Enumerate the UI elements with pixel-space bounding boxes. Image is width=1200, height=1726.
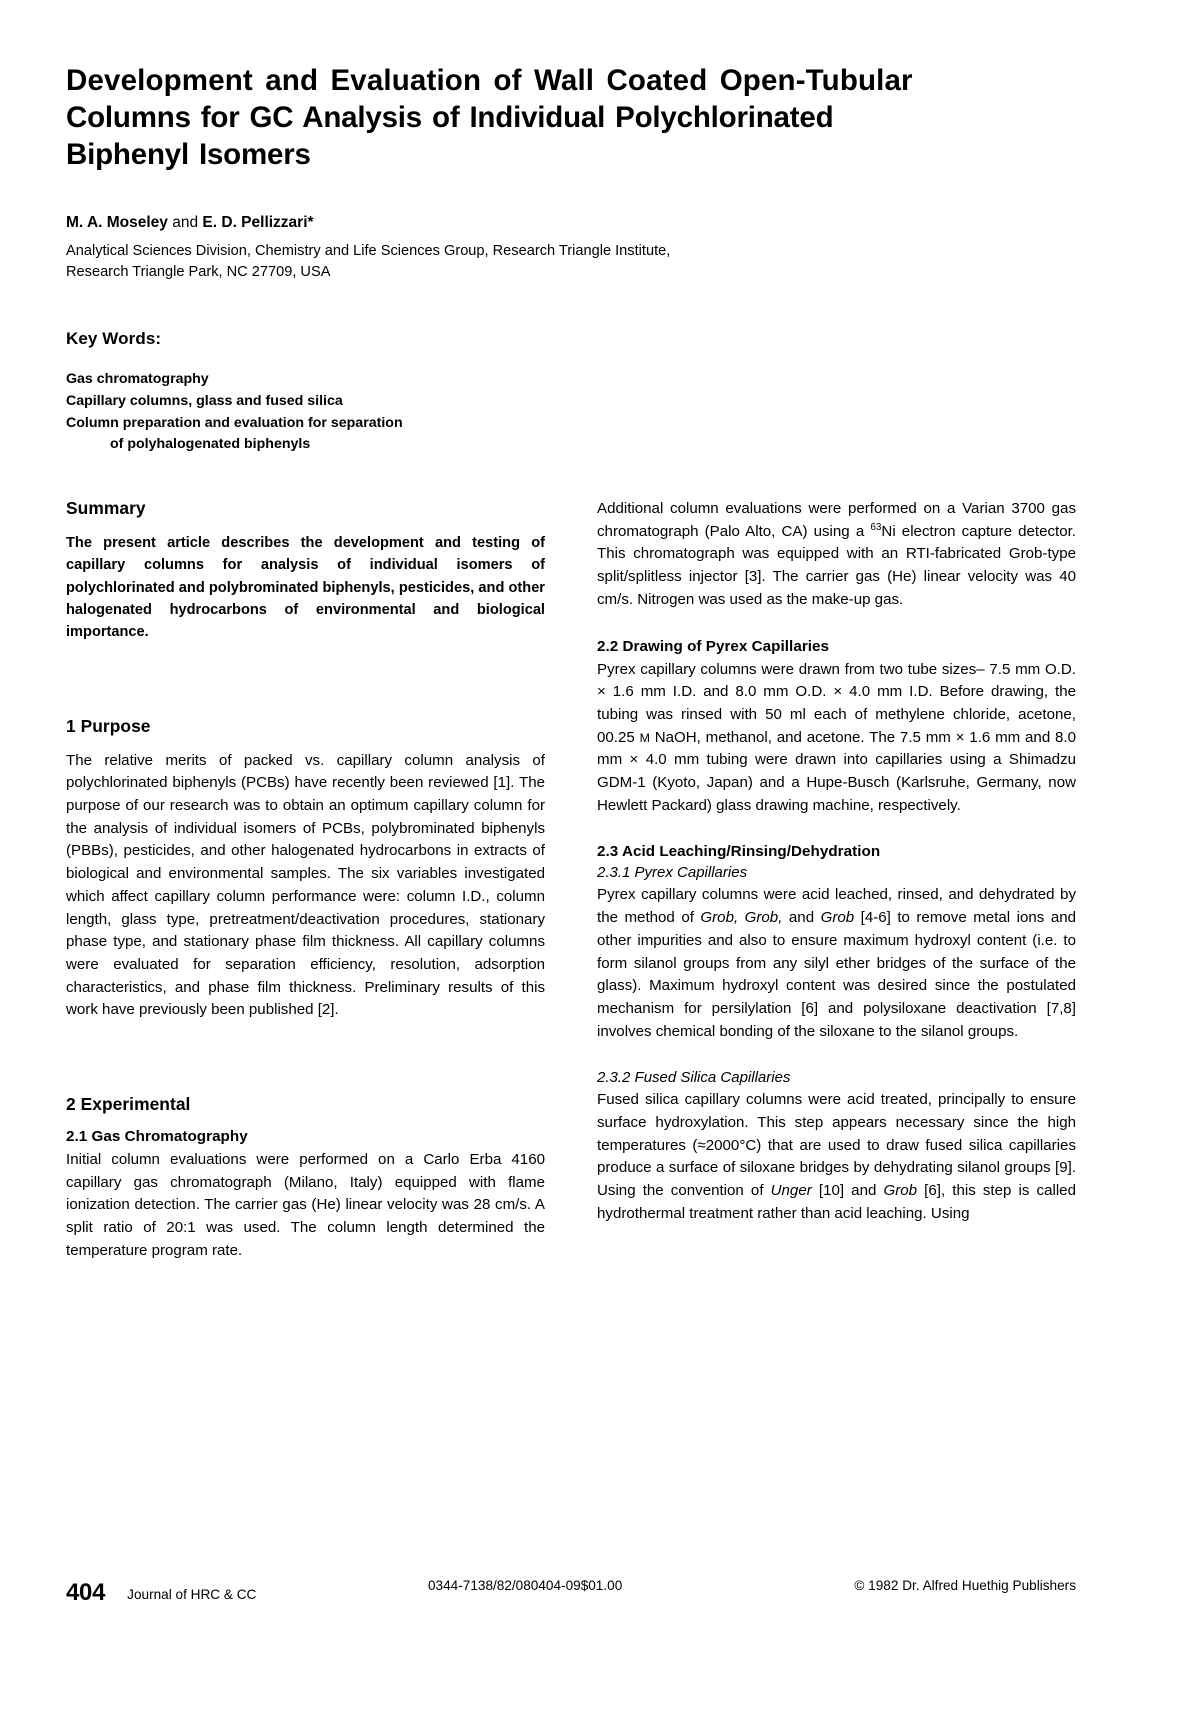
isotope-element: Ni [881,522,896,540]
citation-author-grob: Grob [820,909,855,927]
purpose-heading: 1 Purpose [66,715,151,736]
pyrex-heading: 2.2 Drawing of Pyrex Capillaries [597,637,830,655]
fused-silica-heading: 2.3.2 Fused Silica Capillaries [597,1069,791,1087]
pyrex-part-1: Pyrex capillary columns were drawn from two tube sizes– 7.5 mm O.D. [597,660,1076,678]
author-name-1: M. A. Moseley [66,214,168,232]
citation-author-grob: Grob [883,1182,918,1200]
times-sign-icon: × [955,728,965,746]
title-line-1: Development and Evaluation of Wall Coated Open-Tubular [66,64,913,97]
pyrex-capillaries-heading: 2.3.1 Pyrex Capillaries [597,864,748,882]
left-column [66,498,545,1263]
body-columns [66,498,1076,1263]
pyrex-cap-mid: and [782,909,821,927]
title-line-3: Biphenyl Isomers [66,138,311,172]
author-conjunction: and [167,214,203,232]
gas-chromatography-text-left: Initial column evaluations were performed on a Carlo Erba 4160 capillary gas chromatograph (Milano, Italy) equipped with flame ionization detection. The carrier gas (He) linear velocity was 28 cm/s. A split ratio of 20:1 was used. The column length determined the temperature program rate. [66,1151,545,1259]
issn-code: 0344-7138/82/080404-09$01.00 [428,1578,623,1593]
approx-temperature: ≈2000°C [697,1136,757,1154]
right-column [597,498,1076,1263]
pyrex-part-2: 1.6 mm I.D. and 8.0 mm O.D. [605,683,834,701]
fused-silica-text [597,1089,1076,1225]
keywords-heading: Key Words: [66,329,162,349]
isotope-superscript: 63 [870,521,882,533]
times-sign-icon: × [833,683,843,701]
pyrex-part-3: 4.0 mm I.D. Before drawing, the tubing was rinsed with 50 ml each of methylene chloride, acetone, 00.25 [597,683,1077,746]
fused-silica-mid: ) that are used to draw fused silica capillaries produce a surface of siloxane bridges by dehydrating silanol groups [9]. Using the convention of [597,1136,1076,1200]
times-sign-icon: × [629,751,639,769]
experimental-heading: 2 Experimental [66,1094,191,1115]
gc-right-pre: Additional column evaluations were performed on a Varian 3700 gas chromatograph (Palo Alto, CA) using a [597,500,1076,540]
journal-name: Journal of HRC & CC [127,1587,257,1602]
page-footer [66,1578,1076,1606]
keywords-list [66,369,1134,455]
gc-right-post: electron capture detector. This chromatograph was equipped with an RTI-fabricated Grob-type split/splitless injector [3]. The carrier gas (He) linear velocity was 40 cm/s. Nitrogen was used as the make-up gas. [597,522,1076,608]
author-block [66,215,1134,282]
copyright-notice: © 1982 Dr. Alfred Huethig Publishers [854,1578,1076,1593]
keyword-item: of polyhalogenated biphenyls [110,436,311,453]
fused-silica-post: [6], this step is called hydrothermal treatment rather than acid leaching. Using [597,1182,1076,1222]
keyword-item: Capillary columns, glass and fused silica [66,392,343,409]
pyrex-part-6: 4.0 mm tubing were drawn into capillaries using a Shimadzu GDM-1 (Kyoto, Japan) and a Hupe-Busch (Karlsruhe, Germany, now Hewlett Packard) glass drawing machine, respectively. [597,751,1077,814]
author-name-2: E. D. Pellizzari* [202,214,314,232]
times-sign-icon: × [597,683,606,701]
summary-text: The present article describes the development and testing of capillary columns for analysis of individual isomers of polychlorinated and polybrominated biphenyls, pesticides, and other halogenated hydrocarbons of environmental and biological importance. [66,535,545,641]
affiliation [66,241,1134,282]
gas-chromatography-text-right [597,498,1076,612]
pyrex-text [597,659,1076,818]
keyword-item: Column preparation and evaluation for separation [66,414,403,431]
pyrex-part-5: 1.6 mm and 8.0 mm [597,728,1076,769]
author-names [66,215,1134,231]
citation-author-grob: Grob, Grob, [700,909,783,927]
summary-heading: Summary [66,498,146,518]
keyword-item: Gas chromatography [66,371,209,388]
citation-author-unger: Unger [770,1182,812,1200]
pyrex-cap-pre: Pyrex capillary columns were acid leached, rinsed, and dehydrated by the method of [597,886,1076,927]
gas-chromatography-heading: 2.1 Gas Chromatography [66,1128,248,1146]
purpose-text: The relative merits of packed vs. capillary column analysis of polychlorinated biphenyls (PCBs) have recently been reviewed [1]. The purpose of our research was to obtain an optimum capillary column for the analysis of individual isomers of PCBs, polybrominated biphenyls (PBBs), pesticides, and other halogenated hydrocarbons in extracts of biological and environmental samples. The six variables investigated which affect capillary column performance were: column I.D., column length, glass type, pretreatment/deactivation procedures, stationary phase type, and stationary phase film thickness. All capillary columns were evaluated for separation efficiency, resolution, adsorption characteristics, and phase film thickness. Preliminary results of this work have previously been published [2]. [66,751,545,1019]
fused-silica-mid-2: [10] and [811,1182,884,1200]
pyrex-part-4: NaOH, methanol, and acetone. The 7.5 mm [649,728,956,746]
acid-leaching-heading: 2.3 Acid Leaching/Rinsing/Dehydration [597,843,881,861]
page-number: 404 [66,1579,106,1606]
pyrex-cap-post: [4-6] to remove metal ions and other impurities and also to ensure maximum hydroxyl content (i.e. to form silanol groups from any silyl ether bridges of the surface of the glass). Maximum hydroxyl content was desired since the postulated mechanism for persilylation [6] and polysiloxane deactivation [7,8] involves chemical bonding of the siloxane to the silanol groups. [597,909,1076,1040]
fused-silica-pre: Fused silica capillary columns were acid treated, principally to ensure surface hydroxylation. This step appears necessary since the high temperatures ( [597,1091,1076,1154]
pyrex-capillaries-text [597,884,1076,1043]
affiliation-line-2: Research Triangle Park, NC 27709, USA [66,263,331,280]
molarity-symbol: M [639,730,650,745]
title-line-2: Columns for GC Analysis of Individual Polychlorinated [66,101,834,135]
affiliation-line-1: Analytical Sciences Division, Chemistry and Life Sciences Group, Research Triangle Institute, [66,242,671,259]
page-title [66,62,1066,173]
